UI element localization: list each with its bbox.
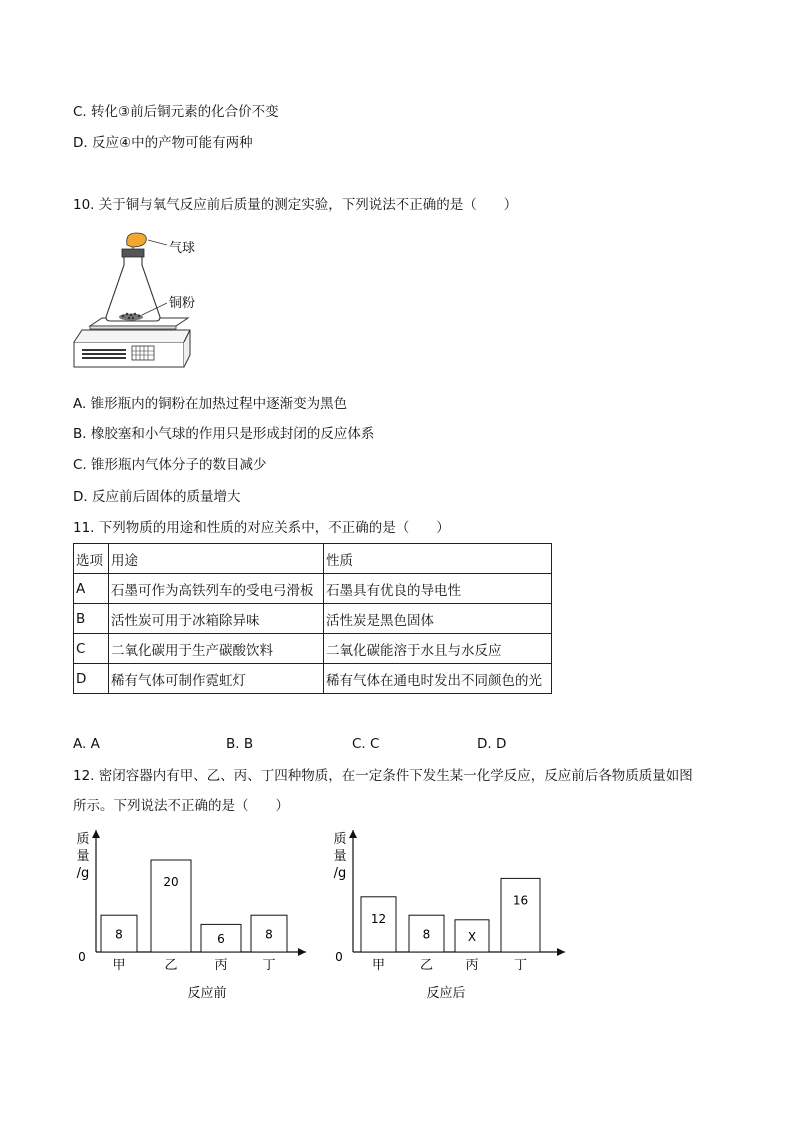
x-axis-arrow xyxy=(557,948,565,956)
q11-option-c: C. C xyxy=(352,736,380,752)
table-header-row xyxy=(74,544,552,574)
header-usage: 用途 xyxy=(109,544,324,574)
chart-after-svg xyxy=(330,825,570,1010)
q9-option-d: D. 反应④中的产物可能有两种 xyxy=(73,135,253,151)
q12-stem-line1: 12. 密闭容器内有甲、乙、丙、丁四种物质，在一定条件下发生某一化学反应，反应前后各物质质量如图 xyxy=(73,768,693,784)
chart-after xyxy=(330,825,570,1010)
category-label: 甲 xyxy=(112,958,126,973)
y-axis-arrow xyxy=(92,830,100,838)
usage-property-table xyxy=(73,543,552,694)
q10-option-c: C. 锥形瓶内气体分子的数目减少 xyxy=(73,457,267,473)
q11-option-a: A. A xyxy=(73,736,100,752)
q11-option-b: B. B xyxy=(226,736,254,752)
row-property: 二氧化碳能溶于水且与水反应 xyxy=(324,634,552,664)
bar-value-label: 8 xyxy=(265,927,273,942)
bar-value-label: 8 xyxy=(422,927,431,942)
x-axis-arrow xyxy=(298,948,306,956)
category-label: 乙 xyxy=(419,958,434,973)
y-axis-label: 量 xyxy=(333,849,347,864)
q10-stem: 10. 关于铜与氧气反应前后质量的测定实验，下列说法不正确的是（ ） xyxy=(73,197,518,213)
y-axis-label: 量 xyxy=(76,849,90,864)
row-option: B xyxy=(74,604,109,634)
y-axis-label: 质 xyxy=(333,832,347,847)
row-property: 稀有气体在通电时发出不同颜色的光 xyxy=(324,664,552,694)
balloon-label: 气球 xyxy=(169,241,196,256)
bar-value-label: 12 xyxy=(370,911,387,926)
bar xyxy=(501,878,540,952)
category-label: 丁 xyxy=(262,958,276,973)
q10-option-a: A. 锥形瓶内的铜粉在加热过程中逐渐变为黑色 xyxy=(73,396,348,412)
category-label: 甲 xyxy=(371,958,386,973)
row-property: 石墨具有优良的导电性 xyxy=(324,574,552,604)
q11-options xyxy=(73,736,593,754)
category-label: 丁 xyxy=(513,958,528,973)
bar xyxy=(151,860,191,952)
row-property: 活性炭是黑色固体 xyxy=(324,604,552,634)
q10-option-d: D. 反应前后固体的质量增大 xyxy=(73,489,241,505)
y-axis-label: /g xyxy=(76,866,90,881)
chart-before xyxy=(70,825,310,1010)
row-option: A xyxy=(74,574,109,604)
row-usage: 石墨可作为高铁列车的受电弓滑板 xyxy=(109,574,324,604)
q12-stem-line2: 所示。下列说法不正确的是（ ） xyxy=(73,798,289,814)
table-row xyxy=(74,664,552,694)
row-option: D xyxy=(74,664,109,694)
category-label: 乙 xyxy=(164,958,178,973)
bar-value-label: X xyxy=(467,929,477,944)
row-usage: 活性炭可用于冰箱除异味 xyxy=(109,604,324,634)
q11-option-d: D. D xyxy=(477,736,507,752)
origin-label: 0 xyxy=(335,950,343,964)
table-row xyxy=(74,634,552,664)
row-option: C xyxy=(74,634,109,664)
copper-powder-label: 铜粉 xyxy=(169,296,196,311)
q11-stem: 11. 下列物质的用途和性质的对应关系中，不正确的是（ ） xyxy=(73,520,450,536)
y-axis-label: 质 xyxy=(76,832,90,847)
bar-value-label: 6 xyxy=(217,932,225,947)
chart-title: 反应后 xyxy=(426,986,466,1001)
bar-value-label: 16 xyxy=(512,893,529,908)
y-axis-arrow xyxy=(349,830,357,838)
q9-option-c: C. 转化③前后铜元素的化合价不变 xyxy=(73,104,279,120)
y-axis-label: /g xyxy=(333,866,347,881)
header-option: 选项 xyxy=(74,544,109,574)
category-label: 丙 xyxy=(465,958,479,973)
bar-value-label: 20 xyxy=(163,875,179,889)
row-usage: 二氧化碳用于生产碳酸饮料 xyxy=(109,634,324,664)
chart-before-svg xyxy=(70,825,310,1010)
q10-option-b: B. 橡胶塞和小气球的作用只是形成封闭的反应体系 xyxy=(73,426,375,442)
row-usage: 稀有气体可制作霓虹灯 xyxy=(109,664,324,694)
category-label: 丙 xyxy=(214,958,228,973)
table-row xyxy=(74,574,552,604)
header-property: 性质 xyxy=(324,544,552,574)
chart-title: 反应前 xyxy=(187,986,227,1001)
table-row xyxy=(74,604,552,634)
bar-value-label: 8 xyxy=(115,927,123,942)
origin-label: 0 xyxy=(78,950,86,964)
